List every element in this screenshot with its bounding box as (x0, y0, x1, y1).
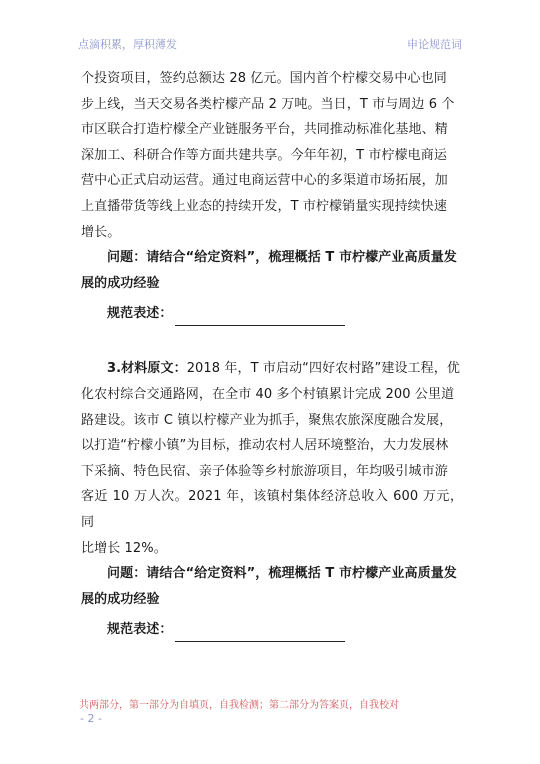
material-line: 上直播带货等线上业态的持续开发，T 市柠檬销量实现持续快速 (81, 198, 447, 214)
material-line: 路建设。该市 C 镇以柠檬产业为抓手，聚焦农旅深度融合发展， (81, 412, 453, 428)
section-3-material (81, 356, 463, 561)
answer-blank[interactable] (175, 626, 345, 642)
section-2-material (81, 66, 463, 245)
material-text: 2018 年，T 市启动“四好农村路”建设工程，优 (186, 361, 460, 377)
standard-expression-label: 规范表述： (107, 622, 173, 638)
material-line (81, 356, 463, 382)
footer-note: 共两部分，第一部分为自填页，自我检测；第二部分为答案页，自我校对 (79, 700, 399, 711)
material-line: 深加工、科研合作等方面共建共享。今年年初，T 市柠檬电商运 (81, 147, 447, 163)
question-line: 展的成功经验 (81, 591, 160, 607)
standard-expression-label: 规范表述： (107, 306, 173, 322)
material-line: 化农村综合交通路网，在全市 40 多个村镇累计完成 200 公里道 (81, 386, 455, 402)
header-slogan: 点滴积累，厚积薄发 (78, 38, 177, 51)
question-line: 问题：请结合“给定资料”，梳理概括 T 市柠檬产业高质量发 (107, 250, 457, 266)
header-title: 申论规范词 (407, 38, 462, 51)
material-line: 下采摘、特色民宿、亲子体验等乡村旅游项目，年均吸引城市游 (81, 463, 448, 479)
standard-expression-row (81, 617, 463, 642)
material-line: 步上线，当天交易各类柠檬产品 2 万吨。当日，T 市与周边 6 个 (81, 96, 455, 112)
section-spacer (81, 326, 463, 356)
answer-blank[interactable] (175, 310, 345, 326)
material-line: 营中心正式启动运营。通过电商运营中心的多渠道市场拓展，加 (81, 173, 448, 189)
material-line: 增长。 (81, 224, 121, 240)
page-header (78, 36, 462, 54)
material-line: 市区联合打造柠檬全产业链服务平台，共同推动标准化基地、精 (81, 122, 448, 138)
section-3-question (81, 561, 463, 612)
material-heading: 3.材料原文： (107, 361, 187, 377)
page-number: - 2 - (80, 712, 102, 725)
section-2-question (81, 245, 463, 296)
material-line: 客近 10 万人次。2021 年，该镇村集体经济总收入 600 万元，同 (81, 489, 463, 530)
question-line: 展的成功经验 (81, 275, 160, 291)
material-line: 个投资项目，签约总额达 28 亿元。国内首个柠檬交易中心也同 (81, 71, 447, 86)
material-line: 比增长 12%。 (81, 540, 167, 556)
document-body (81, 66, 463, 642)
standard-expression-row (81, 301, 463, 326)
question-line: 问题：请结合“给定资料”，梳理概括 T 市柠檬产业高质量发 (107, 566, 457, 582)
material-line: 以打造“柠檬小镇”为目标，推动农村人居环境整治，大力发展林 (81, 438, 449, 454)
